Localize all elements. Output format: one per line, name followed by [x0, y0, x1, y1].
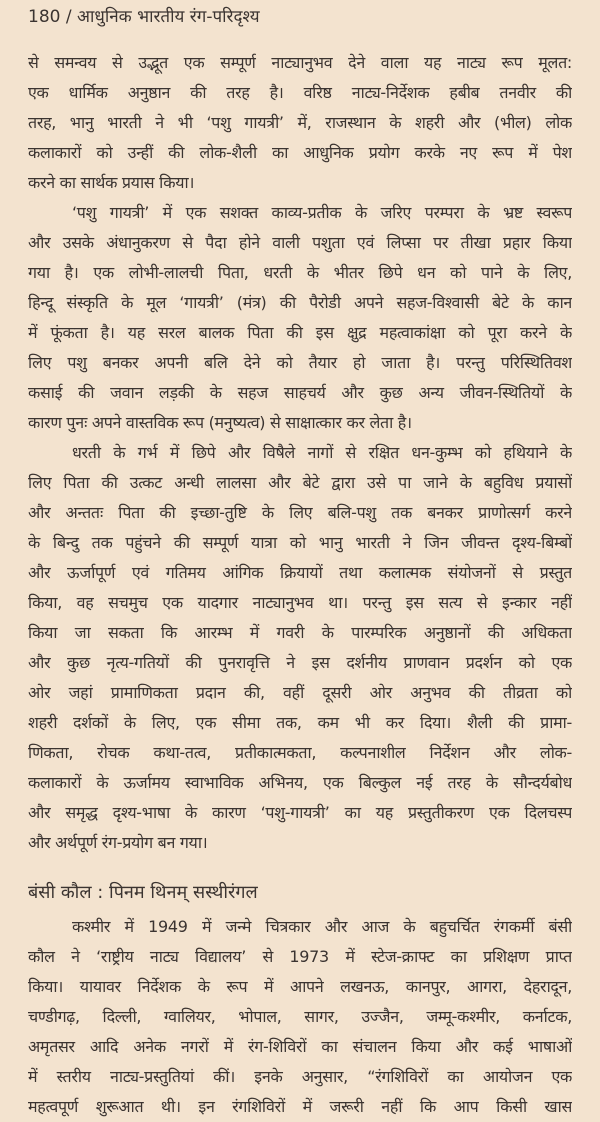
text-line: किया जा सकता कि आरम्भ में गवरी के पारम्परिक अनुष्ठानों की अधिकता	[28, 623, 572, 642]
text-line: हिन्दू संस्कृति के मूल ‘गायत्री’ (मंत्र) की पैरोडी अपने सहज-विश्वासी बेटे के कान	[28, 293, 572, 312]
paragraph-1	[28, 48, 572, 198]
text-line: और अर्थपूर्ण रंग-प्रयोग बन गया।	[28, 833, 208, 852]
text-line: के बिन्दु तक पहुंचने की सम्पूर्ण यात्रा को भानु भारती ने जिन जीवन्त दृश्य-बिम्बों	[28, 533, 572, 552]
paragraph-2	[28, 198, 572, 438]
text-line: कलाकारों को उन्हीं की लोक-शैली का आधुनिक प्रयोग करके नए रूप में पेश	[28, 143, 572, 162]
page-number: 180	[28, 7, 61, 27]
text-line: और समृद्ध दृश्य-भाषा के कारण ‘पशु-गायत्री’ का यह प्रस्तुतीकरण एक दिलचस्प	[28, 803, 572, 822]
text-line: से समन्वय से उद्भूत एक सम्पूर्ण नाट्यानुभव देने वाला यह नाट्य रूप मूलत:	[28, 53, 572, 72]
text-line: चण्डीगढ़, दिल्ली, ग्वालियर, भोपाल, सागर, उज्जैन, जम्मू-कश्मीर, कर्नाटक,	[28, 1007, 572, 1026]
text-line: धरती के गर्भ में छिपे और विषैले नागों से रक्षित धन-कुम्भ को हथियाने के	[72, 443, 572, 462]
text-line: अमृतसर आदि अनेक नगरों में रंग-शिविरों का संचालन किया और कई भाषाओं	[28, 1037, 572, 1056]
section-heading: बंसी कौल : पिनम थिनम् सस्थीरंगल	[28, 882, 258, 903]
text-line: करने का सार्थक प्रयास किया।	[28, 173, 195, 192]
text-line: लिए पिता की उत्कट अन्धी लालसा और बेटे द्वारा उसे पा जाने के बहुविध प्रयासों	[28, 473, 572, 492]
section-paragraph	[28, 912, 572, 1122]
text-line: गया है। एक लोभी-लालची पिता, धरती के भीतर छिपे धन को पाने के लिए,	[28, 263, 572, 282]
header-separator: /	[65, 7, 72, 27]
paragraph-3	[28, 438, 572, 858]
text-line: एक धार्मिक अनुष्ठान की तरह है। वरिष्ठ नाट्य-निर्देशक हबीब तनवीर की	[28, 83, 572, 102]
text-line: शहरी दर्शकों के लिए, एक सीमा तक, कम भी कर दिया। शैली की प्रामा-	[28, 713, 572, 732]
text-line: णिकता, रोचक कथा-तत्व, प्रतीकात्मकता, कल्पनाशील निर्देशन और लोक-	[28, 743, 572, 762]
text-line: ओर जहां प्रामाणिकता प्रदान की, वहीं दूसरी ओर अनुभव की तीव्रता को	[28, 683, 572, 702]
text-line: लिए पशु बनकर अपनी बलि देने को तैयार हो जाता है। परन्तु परिस्थितिवश	[28, 353, 572, 372]
text-line: में फूंकता है। यह सरल बालक पिता की इस क्षुद्र महत्वाकांक्षा को पूरा करने के	[28, 323, 572, 342]
text-line: कसाई की जवान लड़की के सहज साहचर्य और कुछ अन्य जीवन-स्थितियों के	[28, 383, 572, 402]
text-line: कलाकारों के ऊर्जामय स्वाभाविक अभिनय, एक बिल्कुल नई तरह के सौन्दर्यबोध	[28, 773, 572, 792]
text-line: तरह, भानु भारती ने भी ‘पशु गायत्री’ में, राजस्थान के शहरी और (भील) लोक	[28, 113, 572, 132]
text-line: ‘पशु गायत्री’ में एक सशक्त काव्य-प्रतीक के जरिए परम्परा के भ्रष्ट स्वरूप	[72, 203, 572, 222]
text-line: महत्वपूर्ण शुरूआत थी। इन रंगशिविरों में जरूरी नहीं कि आप किसी खास	[28, 1097, 572, 1116]
page-body	[28, 48, 572, 1122]
text-line: और ऊर्जापूर्ण एवं गतिमय आंगिक क्रियायों तथा कलात्मक संयोजनों से प्रस्तुत	[28, 563, 572, 582]
text-line: कश्मीर में 1949 में जन्मे चित्रकार और आज के बहुचर्चित रंगकर्मी बंसी	[72, 917, 572, 936]
running-header	[28, 4, 260, 30]
text-line: में स्तरीय नाट्य-प्रस्तुतियां कीं। इनके अनुसार, “रंगशिविरों का आयोजन एक	[28, 1067, 572, 1086]
text-line: और अन्ततः पिता की इच्छा-तुष्टि के लिए बलि-पशु तक बनकर प्राणोत्सर्ग करने	[28, 503, 572, 522]
text-line: और कुछ नृत्य-गतियों की पुनरावृत्ति ने इस दर्शनीय प्राणवान प्रदर्शन को एक	[28, 653, 572, 672]
book-title: आधुनिक भारतीय रंग-परिदृश्य	[77, 7, 260, 27]
text-line: और उसके अंधानुकरण से पैदा होने वाली पशुता एवं लिप्सा पर तीखा प्रहार किया	[28, 233, 572, 252]
text-line: कारण पुनः अपने वास्तविक रूप (मनुष्यत्व) से साक्षात्कार कर लेता है।	[28, 413, 412, 432]
text-line: किया। यायावर निर्देशक के रूप में आपने लखनऊ, कानपुर, आगरा, देहरादून,	[28, 977, 572, 996]
text-line: कौल ने ‘राष्ट्रीय नाट्य विद्यालय’ से 1973 में स्टेज-क्राफ्ट का प्रशिक्षण प्राप्त	[28, 947, 572, 966]
text-line: किया, वह सचमुच एक यादगार नाट्यानुभव था। परन्तु इस सत्य से इन्कार नहीं	[28, 593, 572, 612]
